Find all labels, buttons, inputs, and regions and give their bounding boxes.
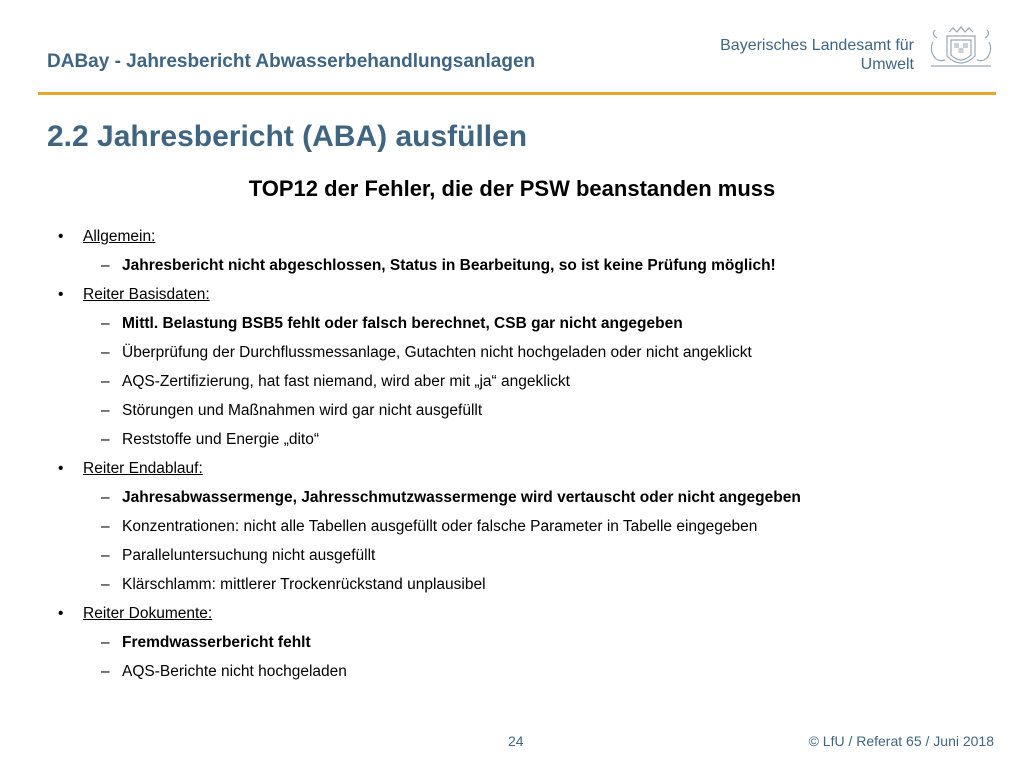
list-item-text: Konzentrationen: nicht alle Tabellen ausgefüllt oder falsche Parameter in Tabelle eingegeben [122,518,758,535]
category-basisdaten [0,283,1000,312]
list-item-text: Störungen und Maßnahmen wird gar nicht ausgefüllt [122,402,483,419]
dash-mark: – [101,431,110,448]
dash-mark: – [101,344,110,361]
list-item [0,399,1000,428]
bullet-mark: • [58,286,64,303]
dash-mark: – [101,547,110,564]
category-general [0,225,1000,254]
bullet-mark: • [58,228,64,245]
dash-mark: – [101,634,110,651]
category-label: Reiter Basisdaten: [83,286,210,303]
dash-mark: – [101,402,110,419]
slide-subtitle: TOP12 der Fehler, die der PSW beanstanden muss [248,176,776,201]
list-item-text: Fremdwasserbericht fehlt [122,634,311,651]
section-title: 2.2 Jahresbericht (ABA) ausfüllen [47,120,528,153]
bavarian-crest-icon [925,26,997,72]
list-item [0,573,1000,602]
list-item-text: Klärschlamm: mittlerer Trockenrückstand unplausibel [122,576,486,593]
dash-mark: – [101,315,110,332]
organization-line-1: Bayerisches Landesamt für [720,37,914,54]
organization-name [720,36,914,74]
header-divider [38,92,996,95]
list-item-text: Reststoffe und Energie „dito“ [122,431,320,448]
list-item [0,341,1000,370]
list-item-text: Jahresabwassermenge, Jahresschmutzwassermenge wird vertauscht oder nicht angegeben [122,489,801,506]
list-item [0,544,1000,573]
category-endablauf [0,457,1000,486]
category-label: Reiter Dokumente: [83,605,213,622]
dash-mark: – [101,257,110,274]
organization-line-2: Umwelt [860,56,914,73]
category-label: Allgemein: [83,228,156,245]
list-item-text: Paralleluntersuchung nicht ausgefüllt [122,547,376,564]
dash-mark: – [101,576,110,593]
list-item [0,254,1000,283]
header-title: DABay - Jahresbericht Abwasserbehandlungsanlagen [47,51,536,72]
dash-mark: – [101,489,110,506]
list-item [0,631,1000,660]
dash-mark: – [101,663,110,680]
list-item [0,312,1000,341]
page-number: 24 [508,733,524,749]
list-item-text: Überprüfung der Durchflussmessanlage, Gutachten nicht hochgeladen oder nicht angeklickt [122,344,752,361]
list-item [0,370,1000,399]
list-item [0,486,1000,515]
list-item-text: Mittl. Belastung BSB5 fehlt oder falsch berechnet, CSB gar nicht angegeben [122,315,683,332]
list-item [0,428,1000,457]
list-item-text: Jahresbericht nicht abgeschlossen, Status in Bearbeitung, so ist keine Prüfung möglich! [122,257,776,274]
dash-mark: – [101,373,110,390]
footer-copyright: © LfU / Referat 65 / Juni 2018 [808,733,994,749]
list-item [0,660,1000,689]
list-item-text: AQS-Berichte nicht hochgeladen [122,663,347,680]
dash-mark: – [101,518,110,535]
list-item [0,515,1000,544]
bullet-mark: • [58,605,64,622]
category-dokumente [0,602,1000,631]
category-label: Reiter Endablauf: [83,460,203,477]
list-item-text: AQS-Zertifizierung, hat fast niemand, wird aber mit „ja“ angeklickt [122,373,570,390]
bullet-mark: • [58,460,64,477]
error-list [0,225,1000,689]
